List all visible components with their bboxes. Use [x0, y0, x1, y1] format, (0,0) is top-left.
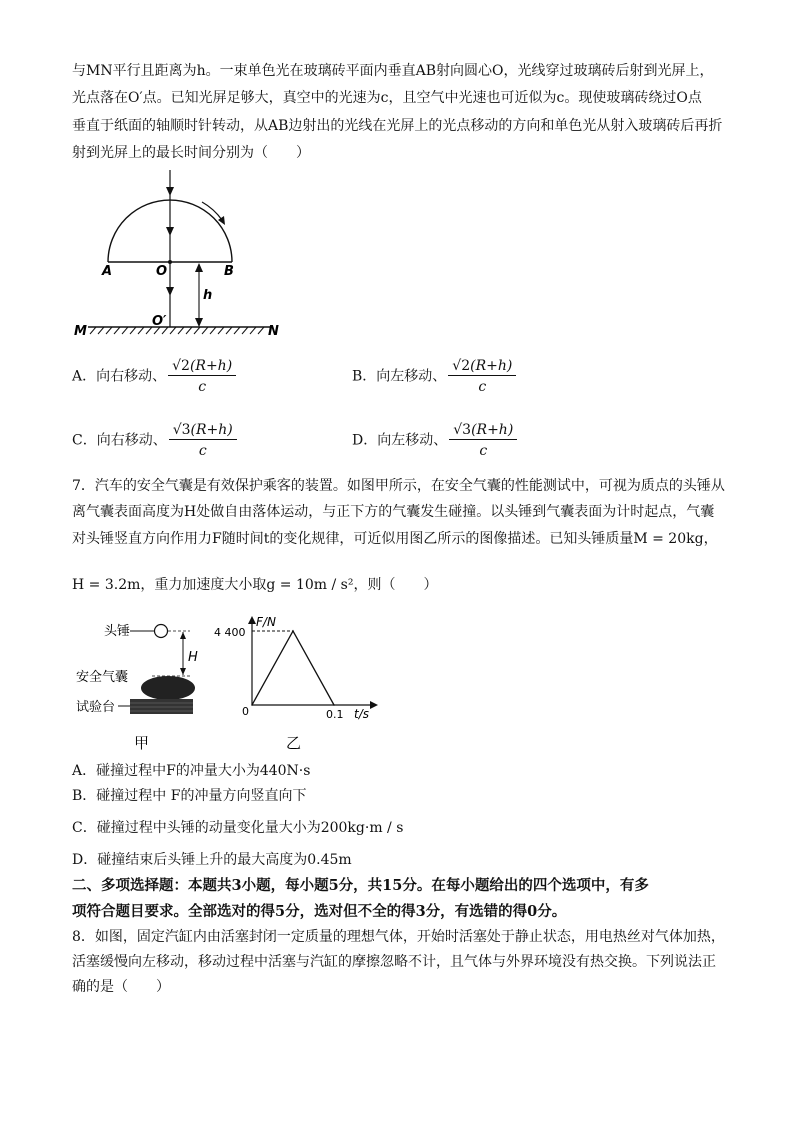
x-axis-label: t/s — [354, 707, 369, 721]
q6-stem-line-1: 与MN平行且距离为h。一束单色光在玻璃砖平面内垂直AB射向圆心O，光线穿过玻璃砖后射到光屏上， — [72, 63, 714, 79]
data-point — [333, 704, 335, 706]
fraction: $\frac{√2(R+h)}{c}$ — [448, 358, 516, 395]
label-head-hammer: 头锤 — [104, 624, 131, 639]
q6-option-b[interactable] — [352, 358, 516, 395]
label-h: h — [203, 288, 213, 303]
section-2-header-line-1: 二、多项选择题：本题共3小题，每小题5分，共15分。在每小题给出的四个选项中，有多 — [72, 877, 649, 894]
section-2-header-line-2: 项符合题目要求。全部选对的得5分，选对但不全的得3分，有选错的得0分。 — [72, 903, 567, 920]
q6-figure-glass-brick — [70, 165, 290, 340]
q8-stem-line-1: 8．如图，固定汽缸内由活塞封闭一定质量的理想气体，开始时活塞处于静止状态，用电热丝对气体加热， — [72, 929, 725, 945]
q7-figure-jia — [72, 614, 212, 754]
label-M: M — [74, 324, 87, 339]
q7-option-b[interactable]: B．碰撞过程中 F的冲量方向竖直向下 — [72, 788, 307, 804]
q7-option-c[interactable]: C．碰撞过程中头锤的动量变化量大小为200kg·m / s — [72, 820, 404, 836]
x-tick-0-1: 0.1 — [326, 708, 344, 721]
q6-stem-line-4: 射到光屏上的最长时间分别为（ ） — [72, 145, 310, 161]
fraction: $\frac{√3(R+h)}{c}$ — [169, 422, 237, 459]
label-A: A — [102, 264, 113, 279]
fraction: $\frac{√2(R+h)}{c}$ — [168, 358, 236, 395]
q6-option-a[interactable] — [72, 358, 236, 395]
label-test-platform: 试验台 — [76, 700, 116, 715]
q7-stem-line-3: 对头锤竖直方向作用力F随时间t的变化规律，可近似用图乙所示的图像描述。已知头锤质量M = 20kg， — [72, 531, 718, 547]
q7-figure-yi-chart — [214, 612, 384, 754]
q8-stem-line-2: 活塞缓慢向左移动，移动过程中活塞与汽缸的摩擦忽略不计，且气体与外界环境没有热交换。下列说法正 — [72, 954, 716, 970]
q7-stem-line-2: 离气囊表面高度为H处做自由落体运动，与正下方的气囊发生碰撞。以头锤到气囊表面为计时起点，气囊 — [72, 504, 715, 520]
q7-option-a[interactable]: A．碰撞过程中F的冲量大小为440N·s — [72, 763, 311, 779]
q7-stem-line-4: H = 3.2m，重力加速度大小取g = 10m / s²，则（ ） — [72, 577, 438, 593]
data-point — [292, 630, 294, 632]
option-label: B．向左移动、 — [352, 368, 447, 385]
y-tick-4400: 4 400 — [214, 626, 246, 639]
label-O-prime: O′ — [152, 314, 167, 329]
label-O: O — [156, 264, 168, 279]
force-time-line — [252, 631, 334, 705]
x-tick-0: 0 — [242, 705, 249, 718]
option-label: D．向左移动、 — [352, 432, 448, 449]
q6-stem-line-3: 垂直于纸面的轴顺时针转动，从AB边射出的光线在光屏上的光点移动的方向和单色光从射入玻璃砖后再折 — [72, 118, 723, 134]
option-label: A．向右移动、 — [72, 368, 167, 385]
label-N: N — [268, 324, 279, 339]
q7-stem-line-1: 7．汽车的安全气囊是有效保护乘客的装置。如图甲所示，在安全气囊的性能测试中，可视为质点的头锤从 — [72, 478, 725, 494]
y-axis-label: F/N — [256, 615, 276, 629]
data-point — [251, 704, 253, 706]
label-H: H — [188, 650, 198, 665]
label-airbag: 安全气囊 — [76, 670, 129, 685]
q6-stem-line-2: 光点落在O′点。已知光屏足够大，真空中的光速为c，且空气中光速也可近似为c。现使玻璃砖绕过O点 — [72, 90, 702, 106]
option-label: C．向右移动、 — [72, 432, 167, 449]
q6-option-c[interactable] — [72, 422, 237, 459]
fraction: $\frac{√3(R+h)}{c}$ — [449, 422, 517, 459]
label-B: B — [224, 264, 234, 279]
caption-yi: 乙 — [286, 734, 302, 752]
q8-stem-line-3: 确的是（ ） — [72, 979, 170, 995]
q7-option-d[interactable]: D．碰撞结束后头锤上升的最大高度为0.45m — [72, 852, 352, 868]
caption-jia: 甲 — [134, 734, 150, 752]
q6-option-d[interactable] — [352, 422, 517, 459]
